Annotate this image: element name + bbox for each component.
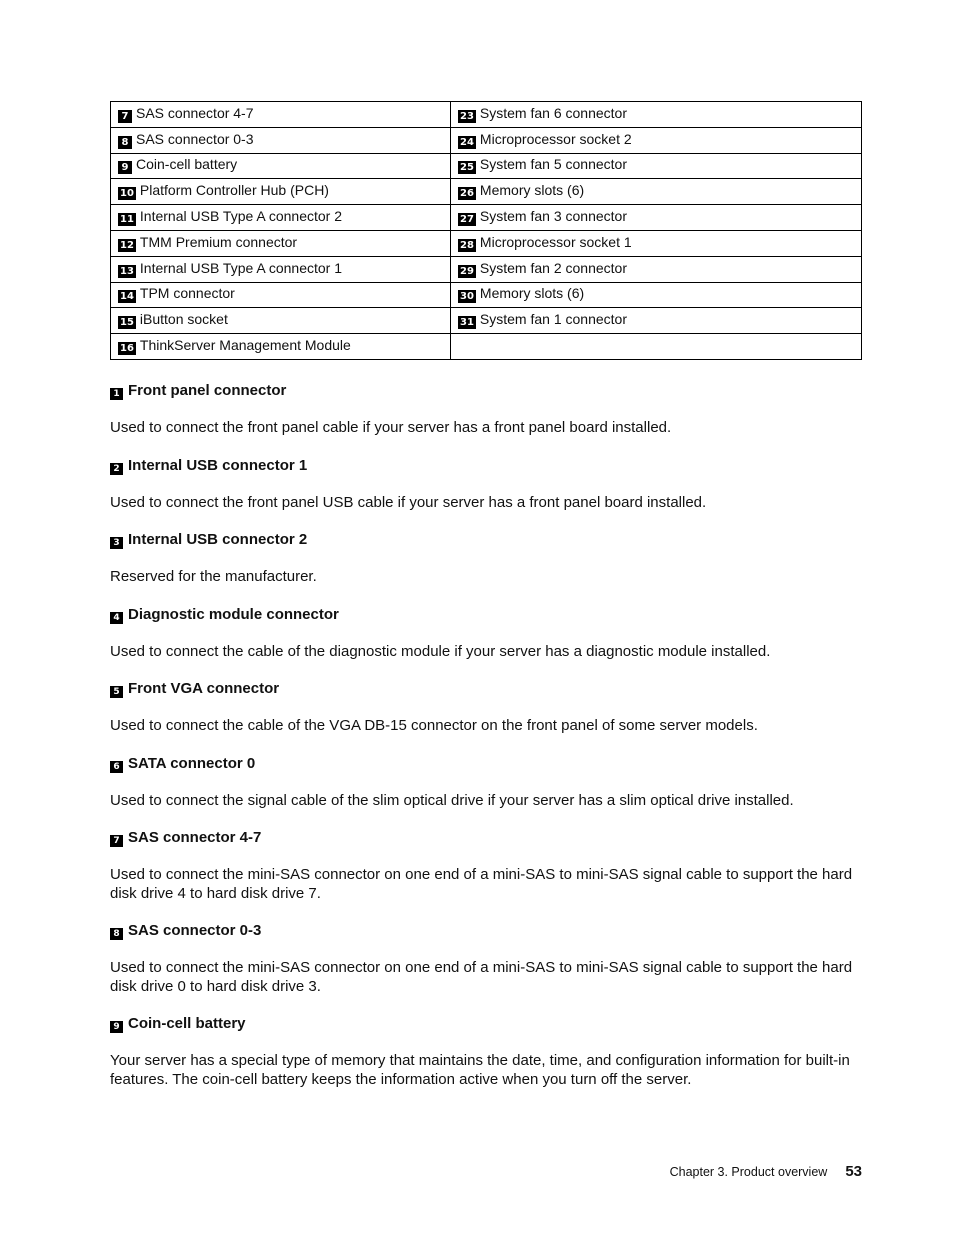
component-section [110, 829, 862, 903]
legend-cell-right [451, 102, 862, 128]
section-title: SATA connector 0 [128, 754, 256, 772]
callout-number-badge: 24 [460, 136, 474, 148]
callout-number-badge: 11 [120, 214, 134, 226]
callout-number-badge: 23 [460, 110, 474, 122]
legend-cell-right [451, 127, 862, 153]
callout-number-badge: 31 [460, 317, 474, 329]
callout-number-badge: 12 [120, 239, 134, 251]
page-number: 53 [845, 1163, 862, 1180]
legend-label: ThinkServer Management Module [139, 337, 351, 354]
legend-cell-right [451, 179, 862, 205]
callout-number-badge: 14 [120, 291, 134, 303]
legend-row [111, 282, 862, 308]
legend-cell-left [111, 205, 451, 231]
section-title: Front VGA connector [128, 680, 280, 697]
legend-label: TPM connector [139, 285, 235, 302]
page-footer [0, 1163, 862, 1180]
legend-label: SAS connector 0-3 [136, 130, 254, 147]
legend-row [111, 153, 862, 179]
legend-row [111, 179, 862, 205]
section-heading [110, 755, 862, 773]
legend-cell-left [111, 102, 451, 128]
legend-label: Microprocessor socket 2 [479, 130, 632, 147]
legend-cell-left [111, 230, 451, 256]
callout-number-badge: 8 [110, 928, 123, 940]
legend-cell-right [451, 308, 862, 334]
legend-label: Internal USB Type A connector 1 [139, 259, 343, 276]
callout-number-badge: 28 [460, 239, 474, 251]
callout-number-badge: 7 [118, 110, 132, 123]
legend-table-body [111, 102, 862, 360]
legend-label: Coin-cell battery [136, 156, 238, 173]
component-section [110, 531, 862, 587]
callout-number-badge: 30 [460, 291, 474, 303]
callout-number-badge: 26 [460, 188, 474, 200]
callout-number-badge: 1 [110, 388, 123, 400]
section-title: Diagnostic module connector [128, 605, 339, 623]
section-heading [110, 829, 862, 847]
legend-label: Internal USB Type A connector 2 [139, 208, 343, 225]
legend-label: Microprocessor socket 1 [479, 233, 632, 250]
section-heading [110, 1015, 862, 1033]
section-body-text: Used to connect the mini-SAS connector on one end of a mini-SAS to mini-SAS signal cable to support the hard disk drive 4 to hard disk drive 7. [110, 866, 853, 902]
legend-label: TMM Premium connector [139, 233, 298, 250]
component-section [110, 606, 862, 662]
callout-number-badge: 29 [460, 265, 474, 277]
legend-cell-right [451, 230, 862, 256]
component-section [110, 1015, 862, 1089]
section-title: Internal USB connector 2 [128, 531, 308, 548]
section-heading [110, 922, 862, 940]
legend-label: iButton socket [139, 311, 228, 328]
section-heading [110, 382, 862, 400]
legend-cell-right [451, 282, 862, 308]
legend-cell-left [111, 256, 451, 282]
legend-cell-right [451, 256, 862, 282]
section-body-text: Your server has a special type of memory that maintains the date, time, and configuration information for built-in features. The coin-cell battery keeps the information active when you turn off the server. [110, 1052, 850, 1088]
footer-chapter: Chapter 3. Product overview [669, 1165, 828, 1179]
section-title: Front panel connector [128, 382, 287, 399]
component-section [110, 680, 862, 736]
callout-number-badge: 5 [110, 686, 123, 698]
section-title: SAS connector 0-3 [128, 922, 262, 939]
legend-row [111, 334, 862, 360]
callout-number-badge: 16 [120, 343, 134, 355]
legend-label: System fan 3 connector [479, 208, 627, 225]
callout-number-badge: 7 [110, 835, 123, 847]
legend-label: System fan 6 connector [479, 104, 627, 121]
callout-number-badge: 15 [120, 317, 134, 329]
callout-number-badge: 10 [120, 188, 134, 200]
legend-cell-left [111, 282, 451, 308]
component-section [110, 382, 862, 438]
section-heading [110, 531, 862, 549]
legend-cell-right [451, 205, 862, 231]
section-body-text: Used to connect the signal cable of the slim optical drive if your server has a slim optical drive installed. [110, 791, 794, 809]
legend-cell-left [111, 153, 451, 179]
component-section [110, 922, 862, 996]
callout-number-badge: 8 [118, 136, 132, 149]
section-body-text: Used to connect the cable of the diagnostic module if your server has a diagnostic module installed. [110, 642, 771, 660]
legend-cell-right [451, 334, 862, 360]
legend-cell-left [111, 127, 451, 153]
legend-row [111, 256, 862, 282]
section-heading [110, 457, 862, 475]
legend-row [111, 230, 862, 256]
legend-row [111, 308, 862, 334]
callout-number-badge: 9 [110, 1021, 123, 1033]
component-descriptions [110, 382, 862, 1108]
legend-cell-left [111, 334, 451, 360]
section-body-text: Used to connect the front panel cable if your server has a front panel board installed. [110, 419, 672, 436]
callout-number-badge: 13 [120, 265, 134, 277]
legend-label: System fan 2 connector [479, 259, 627, 276]
legend-label: Memory slots (6) [479, 182, 585, 199]
callout-number-badge: 4 [110, 612, 123, 624]
section-body-text: Used to connect the mini-SAS connector on one end of a mini-SAS to mini-SAS signal cable to support the hard disk drive 0 to hard disk drive 3. [110, 959, 853, 995]
section-heading [110, 680, 862, 698]
legend-label: SAS connector 4-7 [136, 104, 254, 121]
callout-number-badge: 3 [110, 537, 123, 549]
legend-label: Platform Controller Hub (PCH) [139, 182, 329, 199]
legend-label: Memory slots (6) [479, 285, 585, 302]
legend-cell-left [111, 179, 451, 205]
callout-number-badge: 6 [110, 761, 123, 773]
section-title: Coin-cell battery [128, 1015, 246, 1032]
callout-number-badge: 2 [110, 463, 123, 475]
callout-number-badge: 25 [460, 162, 474, 174]
section-body-text: Used to connect the front panel USB cable if your server has a front panel board installed. [110, 493, 707, 511]
section-body-text: Used to connect the cable of the VGA DB-15 connector on the front panel of some server models. [110, 717, 758, 734]
section-heading [110, 606, 862, 624]
callout-number-badge: 27 [460, 214, 474, 226]
section-body-text: Reserved for the manufacturer. [110, 568, 317, 585]
legend-cell-right [451, 153, 862, 179]
legend-cell-left [111, 308, 451, 334]
callout-number-badge: 9 [118, 161, 132, 174]
legend-row [111, 127, 862, 153]
section-title: SAS connector 4-7 [128, 829, 262, 846]
section-title: Internal USB connector 1 [128, 456, 308, 474]
legend-label: System fan 1 connector [479, 311, 627, 328]
legend-row [111, 102, 862, 128]
legend-label: System fan 5 connector [479, 156, 627, 173]
legend-row [111, 205, 862, 231]
component-section [110, 457, 862, 513]
component-legend-table [110, 101, 862, 360]
component-section [110, 755, 862, 811]
